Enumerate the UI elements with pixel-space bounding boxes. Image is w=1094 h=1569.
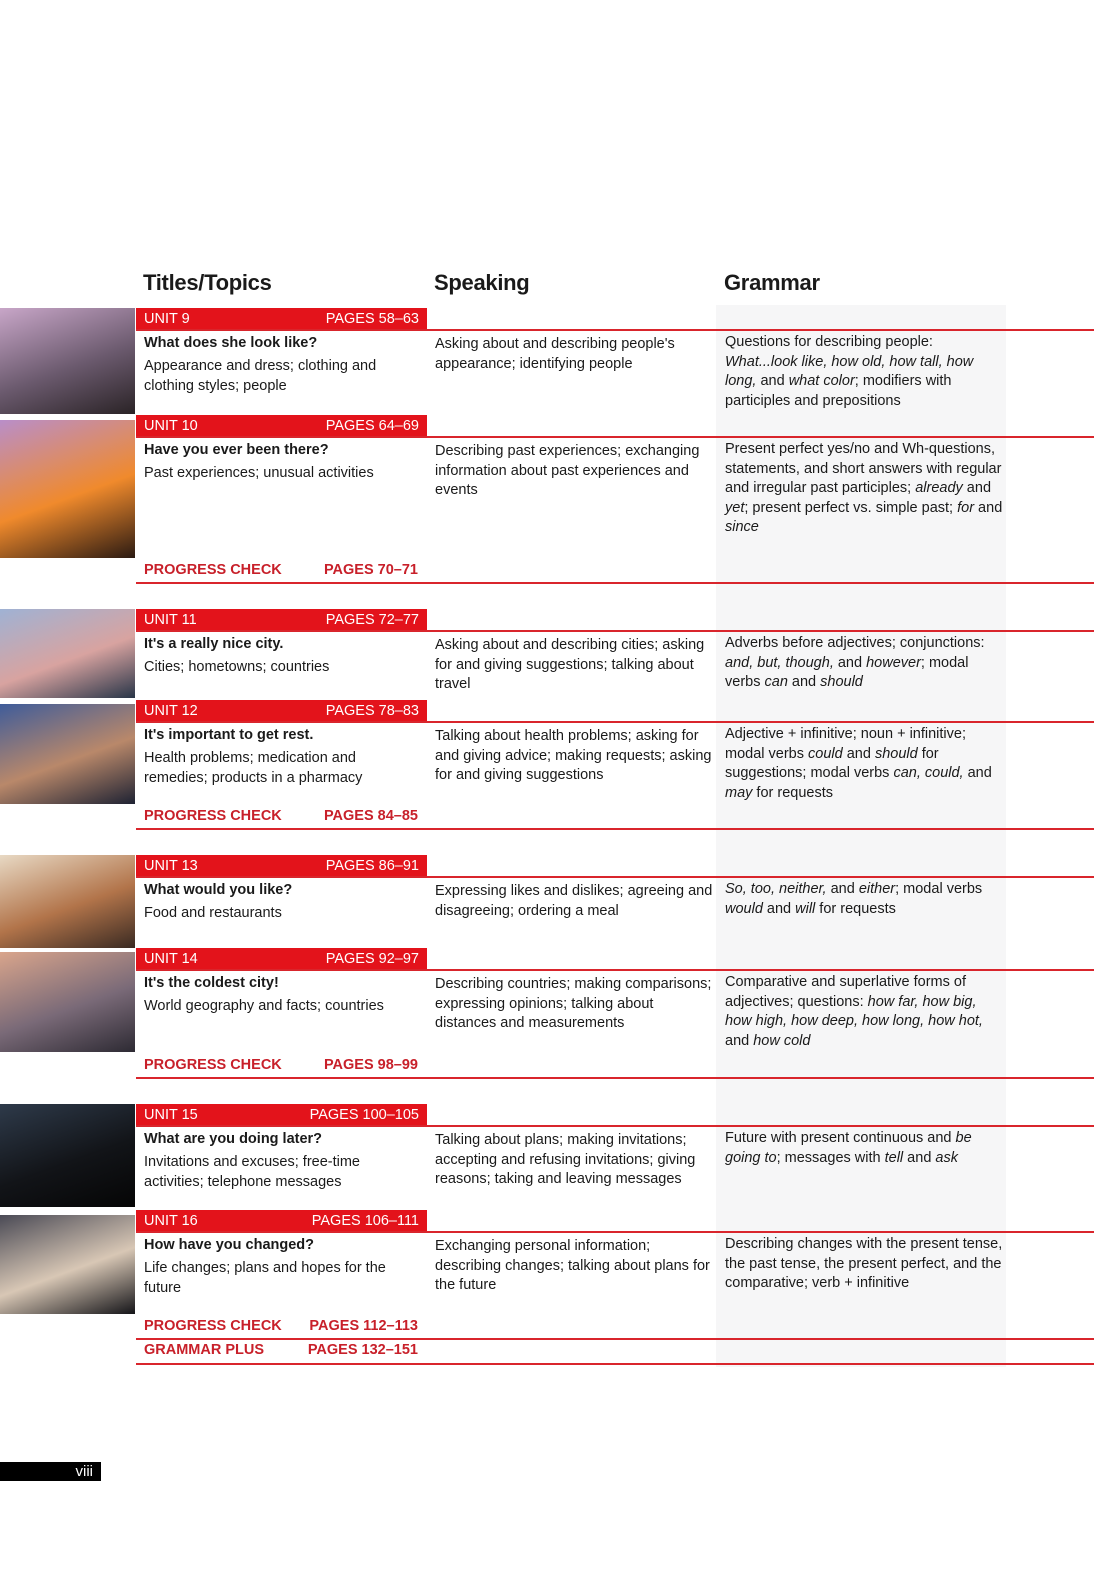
unit-title: What are you doing later? (144, 1131, 323, 1147)
unit-number: UNIT 16 (144, 1213, 198, 1229)
grammar-segment: will (795, 900, 816, 917)
unit-photo (0, 1215, 135, 1314)
unit-pages: PAGES 106–111 (311, 1213, 419, 1229)
grammar-segment: and (842, 745, 875, 762)
grammar-segment: for suggestions; modal verbs (725, 745, 939, 781)
grammar-segment: ; modal verbs (895, 881, 983, 897)
unit-photo (0, 952, 135, 1052)
progress-check-pages: PAGES 70–71 (323, 562, 418, 578)
unit-photo (0, 609, 135, 698)
unit-photo (0, 308, 135, 414)
grammar-segment: for requests (752, 784, 833, 801)
unit-grammar (725, 973, 1005, 1051)
unit-number: UNIT 10 (144, 418, 198, 434)
unit-topics: Invitations and excuses; free-time activities; telephone messages (144, 1154, 360, 1190)
unit-grammar (725, 1129, 1005, 1168)
row-divider (136, 329, 1094, 331)
unit-header-bar[interactable] (136, 308, 427, 330)
progress-check-row[interactable] (144, 1318, 424, 1334)
unit-number: UNIT 15 (144, 1107, 198, 1123)
grammar-segment: how far, how big, how high, how deep, how long, how hot, (725, 993, 983, 1029)
unit-speaking: Asking about and describing people's appearance; identifying people (435, 336, 675, 372)
unit-grammar (725, 634, 1005, 693)
grammar-segment: What...look like, how old, how tall, how long, (725, 353, 974, 389)
grammar-segment: for requests (815, 900, 896, 917)
row-divider (136, 630, 1094, 632)
progress-check-row[interactable] (144, 1057, 424, 1073)
unit-title: It's important to get rest. (144, 727, 314, 743)
grammar-segment: Comparative and superlative forms of adjectives; questions: (725, 974, 966, 1010)
row-divider (136, 876, 1094, 878)
grammar-segment: ask (935, 1149, 958, 1166)
grammar-segment: So, too, neither, (725, 881, 827, 897)
unit-topics: Health problems; medication and remedies; products in a pharmacy (144, 750, 363, 786)
row-divider (136, 1363, 1094, 1365)
grammar-segment: could (808, 745, 843, 762)
page-number-text: viii (75, 1463, 93, 1480)
section-divider (136, 1338, 1094, 1340)
grammar-segment: and (962, 480, 992, 496)
unit-header-bar[interactable] (136, 855, 427, 877)
grammar-segment: for (957, 499, 975, 516)
row-divider (136, 436, 1094, 438)
unit-title: How have you changed? (144, 1237, 314, 1253)
unit-speaking: Exchanging personal information; describing changes; talking about plans for the future (435, 1238, 710, 1293)
grammar-segment: would (725, 900, 763, 917)
grammar-segment: Future with present continuous and (725, 1130, 956, 1146)
header-titles-topics: Titles/Topics (143, 270, 272, 295)
unit-pages: PAGES 100–105 (309, 1107, 419, 1123)
grammar-segment: and (762, 900, 796, 917)
grammar-segment: tell (884, 1149, 904, 1166)
grammar-segment: can, could, (893, 765, 964, 781)
unit-pages: PAGES 78–83 (325, 703, 419, 719)
progress-check-pages: PAGES 84–85 (323, 808, 418, 824)
grammar-segment: Questions for describing people: (725, 334, 933, 350)
section-divider (136, 582, 1094, 584)
progress-check-row[interactable] (144, 808, 424, 824)
grammar-segment: Adverbs before adjectives; conjunctions: (725, 635, 985, 651)
unit-title: What does she look like? (144, 335, 318, 351)
progress-check-label: PROGRESS CHECK (144, 1318, 282, 1334)
grammar-segment: Present perfect yes/no and Wh-questions, statements, and short answers with regular and irregular past participles; (725, 441, 1002, 496)
progress-check-pages: PAGES 98–99 (323, 1057, 418, 1073)
unit-title: It's a really nice city. (144, 636, 284, 652)
grammar-plus-row[interactable] (144, 1342, 424, 1358)
unit-pages: PAGES 64–69 (325, 418, 419, 434)
unit-speaking: Describing past experiences; exchanging information about past experiences and events (435, 443, 700, 498)
grammar-segment: either (858, 881, 896, 897)
grammar-segment: ; modal verbs (725, 654, 969, 690)
unit-photo (0, 420, 135, 558)
grammar-segment: and, but, though, (725, 654, 834, 671)
grammar-segment: and (725, 1032, 754, 1049)
page-number (0, 1462, 101, 1481)
grammar-segment: ; present perfect vs. simple past; (744, 499, 958, 516)
section-divider (136, 828, 1094, 830)
header-grammar: Grammar (724, 270, 820, 295)
unit-speaking: Expressing likes and dislikes; agreeing and disagreeing; ordering a meal (435, 883, 713, 919)
grammar-segment: what color (788, 373, 855, 389)
unit-speaking: Talking about health problems; asking for and giving advice; making requests; asking for and giving suggestions (435, 728, 712, 783)
grammar-segment: and (833, 654, 867, 671)
grammar-segment: may (725, 784, 753, 801)
unit-speaking: Asking about and describing cities; asking for and giving suggestions; talking about travel (435, 637, 705, 692)
unit-pages: PAGES 86–91 (325, 858, 419, 874)
row-divider (136, 1231, 1094, 1233)
grammar-segment: yet (725, 499, 745, 516)
grammar-segment: how cold (753, 1032, 811, 1049)
unit-speaking: Talking about plans; making invitations; accepting and refusing invitations; giving reasons; taking and leaving messages (435, 1132, 696, 1187)
grammar-segment: and (826, 881, 859, 897)
grammar-segment: Adjective + infinitive; noun + infinitive; modal verbs (725, 726, 966, 762)
unit-title: What would you like? (144, 882, 293, 898)
row-divider (136, 1125, 1094, 1127)
grammar-segment: can (764, 674, 788, 690)
grammar-segment: and (903, 1149, 936, 1166)
header-speaking: Speaking (434, 270, 530, 295)
unit-grammar (725, 1235, 1005, 1294)
unit-grammar (725, 725, 1005, 803)
unit-topics: World geography and facts; countries (144, 998, 384, 1014)
progress-check-label: PROGRESS CHECK (144, 1057, 282, 1073)
row-divider (136, 721, 1094, 723)
row-divider (136, 969, 1094, 971)
unit-title: Have you ever been there? (144, 442, 329, 458)
unit-header-bar[interactable] (136, 415, 427, 437)
grammar-segment: and (974, 499, 1003, 516)
unit-number: UNIT 9 (144, 311, 190, 327)
unit-grammar (725, 440, 1005, 538)
unit-header-bar[interactable] (136, 948, 427, 970)
unit-topics: Food and restaurants (144, 905, 282, 921)
unit-pages: PAGES 72–77 (325, 612, 419, 628)
grammar-plus-pages: PAGES 132–151 (307, 1342, 418, 1358)
grammar-segment: be going to (725, 1130, 972, 1166)
grammar-segment: since (725, 519, 759, 535)
grammar-segment: and (963, 765, 992, 781)
unit-speaking: Describing countries; making comparisons; expressing opinions; talking about distances and measurements (435, 976, 712, 1031)
unit-photo (0, 1104, 135, 1207)
unit-number: UNIT 14 (144, 951, 198, 967)
unit-topics: Appearance and dress; clothing and clothing styles; people (144, 358, 377, 394)
unit-topics: Cities; hometowns; countries (144, 659, 330, 675)
progress-check-label: PROGRESS CHECK (144, 808, 282, 824)
grammar-segment: already (915, 480, 963, 496)
grammar-segment: should (820, 674, 863, 690)
progress-check-pages: PAGES 112–113 (309, 1318, 418, 1334)
unit-number: UNIT 12 (144, 703, 198, 719)
unit-pages: PAGES 92–97 (325, 951, 419, 967)
section-divider (136, 1077, 1094, 1079)
unit-photo (0, 855, 135, 948)
unit-topics: Past experiences; unusual activities (144, 465, 374, 481)
grammar-segment: Describing changes with the present tense, the past tense, the present perfect, and the comparative; verb + infinitive (725, 1236, 1003, 1291)
unit-grammar (725, 880, 1005, 919)
unit-topics: Life changes; plans and hopes for the future (144, 1260, 386, 1296)
grammar-segment: should (874, 745, 918, 762)
grammar-segment: however (866, 654, 921, 671)
progress-check-label: PROGRESS CHECK (144, 562, 282, 578)
unit-header-bar[interactable] (136, 700, 427, 722)
unit-grammar (725, 333, 1005, 411)
unit-title: It's the coldest city! (144, 975, 279, 991)
unit-header-bar[interactable] (136, 1210, 427, 1232)
progress-check-row[interactable] (144, 562, 424, 578)
grammar-segment: and (756, 373, 789, 389)
grammar-segment: ; messages with (776, 1149, 885, 1166)
unit-photo (0, 704, 135, 804)
unit-header-bar[interactable] (136, 609, 427, 631)
unit-header-bar[interactable] (136, 1104, 427, 1126)
grammar-plus-label: GRAMMAR PLUS (144, 1342, 265, 1358)
unit-number: UNIT 11 (144, 612, 197, 628)
unit-pages: PAGES 58–63 (325, 311, 419, 327)
unit-number: UNIT 13 (144, 858, 198, 874)
grammar-segment: and (787, 674, 821, 690)
grammar-segment: ; modifiers with participles and prepositions (725, 373, 952, 409)
